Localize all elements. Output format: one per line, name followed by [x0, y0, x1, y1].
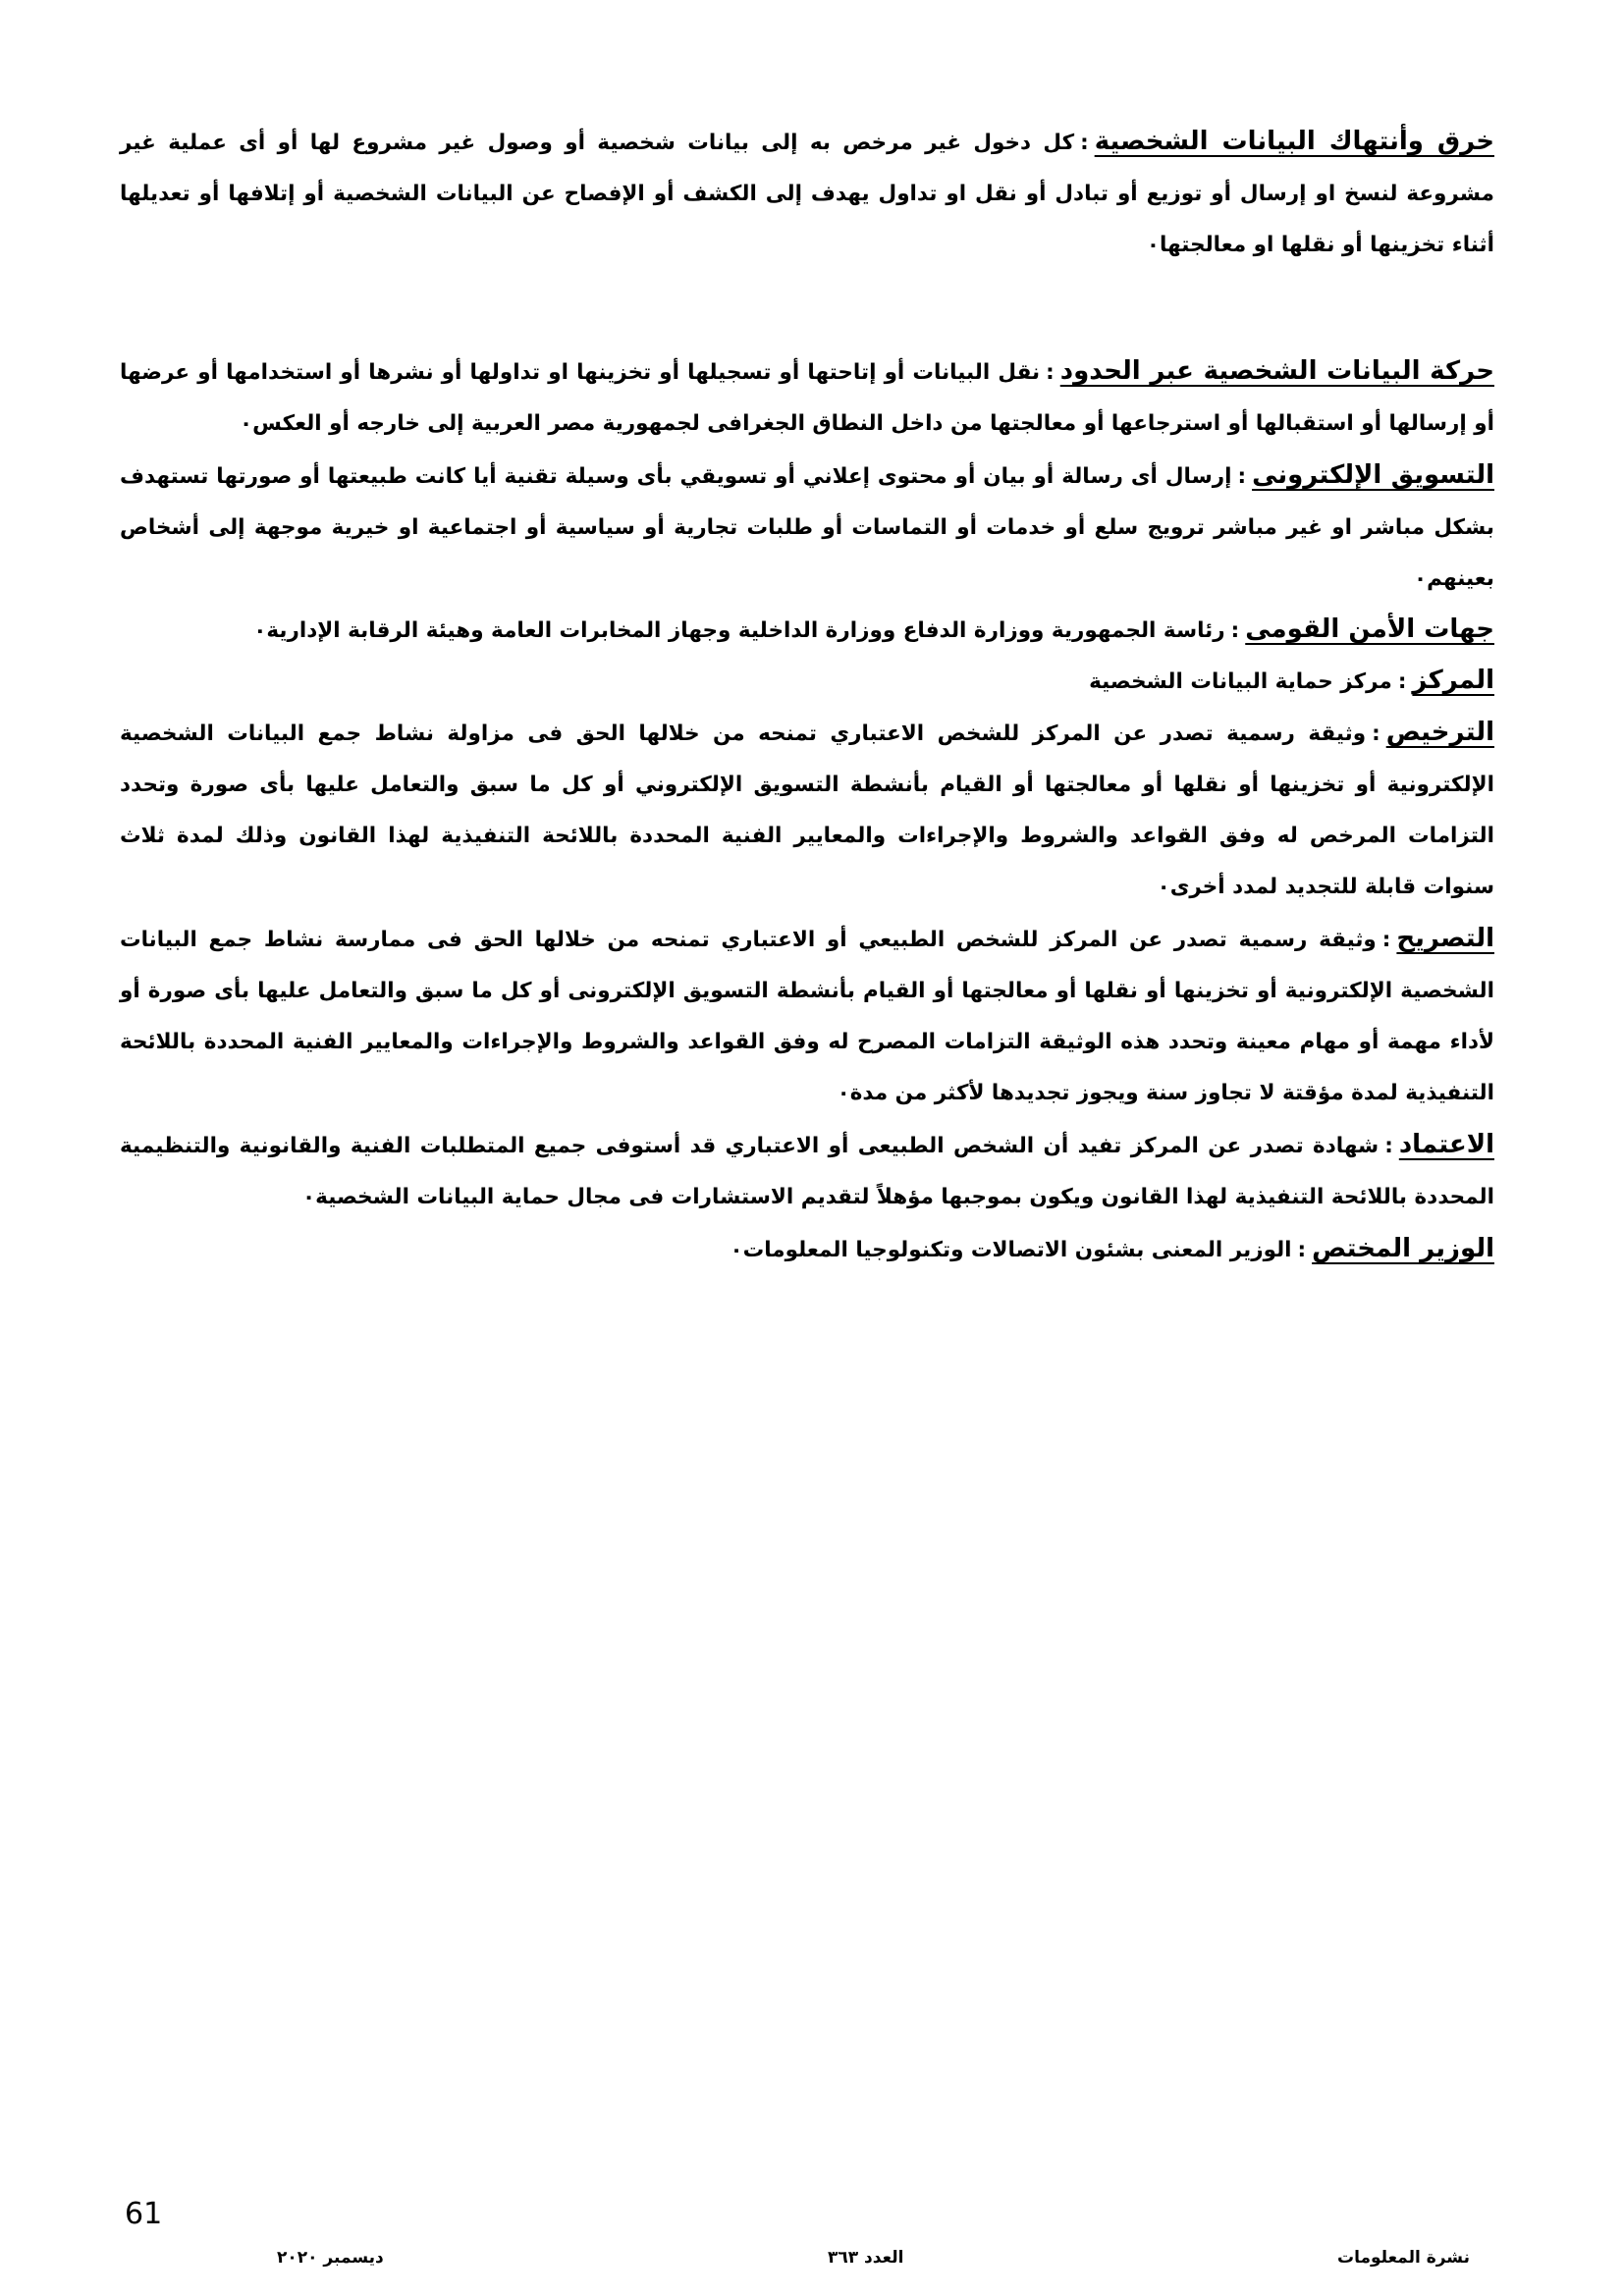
definition-center	[120, 656, 1494, 707]
footer-date: ديسمبر ٢٠٢٠	[277, 2248, 384, 2268]
definition-text: نقل البيانات أو إتاحتها أو تسجيلها أو تخزينها او تداولها أو نشرها أو استخدامها أو عرضها أو إرسالها أو استقبالها أو استرجاعها أو معالجتها من داخل النطاق الجغرافى لجمهورية مصر العربية إلى خارجه أو العكس٠	[120, 360, 1494, 436]
definition-term: الاعتماد	[1398, 1130, 1494, 1159]
definition-term: التسويق الإلكترونى	[1252, 460, 1494, 490]
definition-term: خرق وأنتهاك البيانات الشخصية	[1094, 127, 1494, 156]
definition-separator: :	[1397, 669, 1407, 694]
definition-term: حركة البيانات الشخصية عبر الحدود	[1059, 356, 1494, 386]
definition-text: الوزير المعنى بشئون الاتصالات وتكنولوجيا المعلومات٠	[730, 1238, 1292, 1262]
definition-separator: :	[1046, 360, 1055, 385]
definition-term: المركز	[1412, 666, 1494, 695]
definition-text: إرسال أى رسالة أو بيان أو محتوى إعلاني أو تسويقي بأى وسيلة تقنية أيا كانت طبيعتها أو صورتها تستهدف بشكل مباشر او غير مباشر ترويج سلع أو خدمات أو التماسات أو طلبات تجارية أو سياسية أو اجتماعية او خيرية موجهة إلى أشخاص بعينهم٠	[120, 464, 1494, 591]
definition-term: الترخيص	[1385, 718, 1494, 747]
definition-term: الوزير المختص	[1312, 1234, 1494, 1263]
definition-permit	[120, 913, 1494, 1119]
definition-separator: :	[1297, 1238, 1307, 1262]
definition-term: جهات الأمن القومى	[1245, 614, 1494, 644]
definition-separator: :	[1372, 721, 1380, 746]
definition-competent-minister	[120, 1223, 1494, 1276]
definition-cross-border-transfer	[120, 346, 1494, 450]
definition-separator: :	[1384, 1134, 1393, 1158]
definition-national-security-bodies	[120, 605, 1494, 656]
footer-issue-number: العدد ٣٦٣	[828, 2248, 904, 2268]
definition-text: رئاسة الجمهورية ووزارة الدفاع ووزارة الداخلية وجهاز المخابرات العامة وهيئة الرقابة الإدارية٠	[253, 618, 1225, 643]
definition-separator: :	[1381, 928, 1391, 952]
definition-term: التصريح	[1396, 924, 1494, 953]
page-number: 61	[125, 2197, 163, 2231]
definition-data-breach	[120, 116, 1494, 271]
definition-text: وثيقة رسمية تصدر عن المركز للشخص الطبيعي أو الاعتباري تمنحه من خلالها الحق فى ممارسة نشاط جمع البيانات الشخصية الإلكترونية أو تخزينها أو نقلها أو معالجتها أو القيام بأنشطة التسويق الإلكترونى أو كل ما سبق والتعامل عليها بأى صورة أو لأداء مهمة أو مهام معينة وتحدد هذه الوثيقة التزامات المصرح له وفق القواعد والشروط والإجراءات والمعايير الفنية المحددة باللائحة التنفيذية لمدة مؤقتة لا تجاوز سنة ويجوز تجديدها لأكثر من مدة٠	[120, 928, 1494, 1105]
definition-separator: :	[1080, 131, 1089, 155]
definition-license	[120, 707, 1494, 913]
definition-text: وثيقة رسمية تصدر عن المركز للشخص الاعتباري تمنحه من خلالها الحق فى مزاولة نشاط جمع البيانات الشخصية الإلكترونية أو تخزينها أو نقلها أو معالجتها أو القيام بأنشطة التسويق الإلكتروني أو كل ما سبق والتعامل عليها بأى صورة وتحدد التزامات المرخص له وفق القواعد والشروط والإجراءات والمعايير الفنية المحددة باللائحة التنفيذية لهذا القانون وذلك لمدة ثلاث سنوات قابلة للتجديد لمدد أخرى٠	[120, 721, 1494, 899]
definition-text: كل دخول غير مرخص به إلى بيانات شخصية أو وصول غير مشروع لها أو أى عملية غير مشروعة لنسخ او إرسال أو توزيع أو تبادل أو نقل او تداول يهدف إلى الكشف أو الإفصاح عن البيانات الشخصية أو إتلافها أو تعديلها أثناء تخزينها أو نقلها او معالجتها٠	[120, 131, 1494, 257]
definition-separator: :	[1230, 618, 1240, 643]
definition-separator: :	[1237, 464, 1247, 489]
definitions-list	[120, 116, 1494, 1276]
footer-publication-name: نشرة المعلومات	[1336, 2248, 1470, 2268]
definition-accreditation	[120, 1119, 1494, 1223]
definition-text: مركز حماية البيانات الشخصية	[1089, 669, 1392, 694]
definition-text: شهادة تصدر عن المركز تفيد أن الشخص الطبيعى أو الاعتباري قد أستوفى جميع المتطلبات الفنية والقانونية والتنظيمية المحددة باللائحة التنفيذية لهذا القانون ويكون بموجبها مؤهلاً لتقديم الاستشارات فى مجال حماية البيانات الشخصية٠	[120, 1134, 1494, 1209]
definition-electronic-marketing	[120, 450, 1494, 605]
